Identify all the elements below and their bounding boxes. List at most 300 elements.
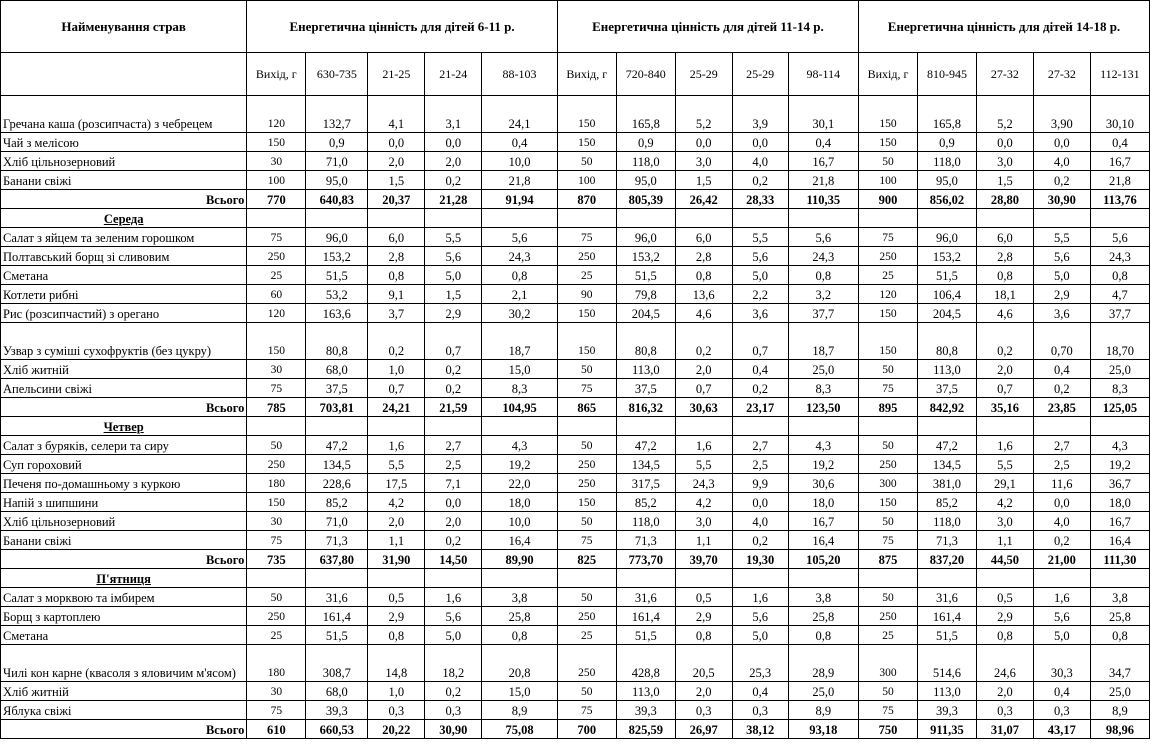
value-cell: 0,0 [1033, 493, 1090, 512]
portion-cell: 250 [557, 607, 616, 626]
value-cell: 0,3 [425, 701, 482, 720]
value-cell: 24,3 [788, 247, 858, 266]
portion-cell: 50 [557, 682, 616, 701]
dish-name: Салат з яйцем та зеленим горошком [1, 228, 247, 247]
value-cell: 20,8 [482, 645, 558, 682]
value-cell: 8,9 [788, 701, 858, 720]
table-row [1, 247, 1150, 266]
value-cell: 16,7 [1090, 152, 1149, 171]
total-value-cell: 770 [247, 190, 306, 209]
table-row [1, 512, 1150, 531]
portion-cell: 180 [247, 474, 306, 493]
value-cell: 24,3 [675, 474, 732, 493]
dish-name: Банани свіжі [1, 531, 247, 550]
total-value-cell: 113,76 [1090, 190, 1149, 209]
portion-cell: 250 [247, 455, 306, 474]
value-cell: 39,3 [917, 701, 976, 720]
portion-cell: 150 [247, 323, 306, 360]
total-row [1, 398, 1150, 417]
value-cell: 0,4 [732, 682, 788, 701]
subheader-cell: Вихід, г [247, 53, 306, 96]
value-cell: 3,6 [732, 304, 788, 323]
portion-cell: 250 [557, 474, 616, 493]
subheader-cell: 25-29 [732, 53, 788, 96]
value-cell: 4,0 [732, 152, 788, 171]
value-cell: 4,3 [1090, 436, 1149, 455]
value-cell: 21,8 [788, 171, 858, 190]
dish-name: Чилі кон карне (квасоля з яловичим м'ясом) [1, 645, 247, 682]
value-cell: 0,7 [368, 379, 425, 398]
portion-cell: 25 [859, 266, 918, 285]
portion-cell: 150 [859, 323, 918, 360]
value-cell: 53,2 [306, 285, 368, 304]
value-cell: 18,1 [976, 285, 1033, 304]
value-cell: 39,3 [616, 701, 675, 720]
value-cell: 3,0 [675, 512, 732, 531]
value-cell: 80,8 [616, 323, 675, 360]
empty-cell [1033, 209, 1090, 228]
subheader-cell: 27-32 [1033, 53, 1090, 96]
value-cell: 71,0 [306, 512, 368, 531]
empty-cell [1090, 569, 1149, 588]
value-cell: 5,6 [732, 607, 788, 626]
total-value-cell: 105,20 [788, 550, 858, 569]
value-cell: 1,5 [976, 171, 1033, 190]
portion-cell: 250 [557, 247, 616, 266]
subheader-cell: 98-114 [788, 53, 858, 96]
value-cell: 95,0 [616, 171, 675, 190]
value-cell: 0,8 [788, 266, 858, 285]
value-cell: 0,3 [732, 701, 788, 720]
empty-cell [247, 569, 306, 588]
portion-cell: 250 [859, 247, 918, 266]
dish-name: Печеня по-домашньому з куркою [1, 474, 247, 493]
value-cell: 30,6 [788, 474, 858, 493]
value-cell: 161,4 [917, 607, 976, 626]
value-cell: 0,2 [1033, 531, 1090, 550]
total-value-cell: 895 [859, 398, 918, 417]
value-cell: 0,4 [1033, 682, 1090, 701]
value-cell: 18,7 [788, 323, 858, 360]
total-value-cell: 31,90 [368, 550, 425, 569]
empty-cell [425, 569, 482, 588]
portion-cell: 50 [557, 360, 616, 379]
value-cell: 0,5 [675, 588, 732, 607]
dish-name: Полтавський борщ зі сливовим [1, 247, 247, 266]
value-cell: 85,2 [306, 493, 368, 512]
value-cell: 153,2 [917, 247, 976, 266]
portion-cell: 30 [247, 360, 306, 379]
value-cell: 0,2 [425, 360, 482, 379]
empty-cell [425, 209, 482, 228]
value-cell: 30,2 [482, 304, 558, 323]
value-cell: 0,9 [616, 133, 675, 152]
subheader-cell: 88-103 [482, 53, 558, 96]
total-value-cell: 870 [557, 190, 616, 209]
portion-cell: 300 [859, 474, 918, 493]
day-header-row [1, 417, 1150, 436]
value-cell: 4,6 [976, 304, 1033, 323]
value-cell: 10,0 [482, 512, 558, 531]
value-cell: 5,5 [425, 228, 482, 247]
value-cell: 51,5 [616, 626, 675, 645]
empty-cell [788, 417, 858, 436]
table-row [1, 171, 1150, 190]
value-cell: 17,5 [368, 474, 425, 493]
table-row [1, 607, 1150, 626]
table-row [1, 455, 1150, 474]
empty-cell [368, 569, 425, 588]
value-cell: 0,4 [788, 133, 858, 152]
value-cell: 5,2 [976, 96, 1033, 133]
value-cell: 3,0 [976, 512, 1033, 531]
total-value-cell: 773,70 [616, 550, 675, 569]
portion-cell: 50 [557, 436, 616, 455]
value-cell: 3,8 [788, 588, 858, 607]
value-cell: 0,2 [1033, 379, 1090, 398]
portion-cell: 75 [247, 701, 306, 720]
portion-cell: 60 [247, 285, 306, 304]
table-row [1, 436, 1150, 455]
total-value-cell: 23,17 [732, 398, 788, 417]
value-cell: 4,0 [732, 512, 788, 531]
empty-cell [732, 569, 788, 588]
value-cell: 6,0 [675, 228, 732, 247]
value-cell: 514,6 [917, 645, 976, 682]
value-cell: 165,8 [616, 96, 675, 133]
value-cell: 2,9 [425, 304, 482, 323]
value-cell: 134,5 [616, 455, 675, 474]
table-row [1, 133, 1150, 152]
subheader-cell: 630-735 [306, 53, 368, 96]
value-cell: 16,7 [788, 152, 858, 171]
value-cell: 0,0 [675, 133, 732, 152]
value-cell: 71,3 [616, 531, 675, 550]
table-row [1, 266, 1150, 285]
value-cell: 51,5 [306, 626, 368, 645]
value-cell: 5,0 [1033, 626, 1090, 645]
value-cell: 25,8 [1090, 607, 1149, 626]
empty-cell [732, 417, 788, 436]
total-value-cell: 31,07 [976, 720, 1033, 739]
value-cell: 3,7 [368, 304, 425, 323]
empty-cell [306, 209, 368, 228]
value-cell: 37,7 [788, 304, 858, 323]
value-cell: 1,0 [368, 682, 425, 701]
value-cell: 79,8 [616, 285, 675, 304]
value-cell: 28,9 [788, 645, 858, 682]
portion-cell: 25 [247, 626, 306, 645]
value-cell: 14,8 [368, 645, 425, 682]
value-cell: 4,0 [1033, 152, 1090, 171]
total-value-cell: 911,35 [917, 720, 976, 739]
total-value-cell: 865 [557, 398, 616, 417]
dish-name: Салат з морквою та імбирем [1, 588, 247, 607]
total-value-cell: 30,90 [1033, 190, 1090, 209]
value-cell: 11,6 [1033, 474, 1090, 493]
total-value-cell: 35,16 [976, 398, 1033, 417]
portion-cell: 150 [859, 96, 918, 133]
total-value-cell: 837,20 [917, 550, 976, 569]
total-value-cell: 856,02 [917, 190, 976, 209]
value-cell: 308,7 [306, 645, 368, 682]
value-cell: 0,5 [368, 588, 425, 607]
value-cell: 24,3 [1090, 247, 1149, 266]
value-cell: 16,4 [788, 531, 858, 550]
portion-cell: 250 [247, 247, 306, 266]
portion-cell: 50 [557, 512, 616, 531]
dish-name: Салат з буряків, селери та сиру [1, 436, 247, 455]
value-cell: 204,5 [616, 304, 675, 323]
portion-cell: 250 [247, 607, 306, 626]
value-cell: 16,4 [482, 531, 558, 550]
value-cell: 18,0 [788, 493, 858, 512]
portion-cell: 300 [859, 645, 918, 682]
value-cell: 25,8 [482, 607, 558, 626]
subheader-cell: 25-29 [675, 53, 732, 96]
value-cell: 25,8 [788, 607, 858, 626]
value-cell: 0,8 [368, 626, 425, 645]
value-cell: 0,8 [482, 266, 558, 285]
value-cell: 5,0 [425, 626, 482, 645]
value-cell: 18,2 [425, 645, 482, 682]
value-cell: 0,4 [732, 360, 788, 379]
portion-cell: 50 [859, 360, 918, 379]
value-cell: 3,8 [482, 588, 558, 607]
value-cell: 29,1 [976, 474, 1033, 493]
dish-name: Узвар з суміші сухофруктів (без цукру) [1, 323, 247, 360]
value-cell: 0,2 [425, 531, 482, 550]
value-cell: 2,5 [1033, 455, 1090, 474]
value-cell: 3,2 [788, 285, 858, 304]
value-cell: 18,70 [1090, 323, 1149, 360]
value-cell: 96,0 [917, 228, 976, 247]
value-cell: 1,5 [425, 285, 482, 304]
dish-column-header: Найменування страв [1, 1, 247, 53]
empty-cell [247, 417, 306, 436]
value-cell: 4,3 [788, 436, 858, 455]
portion-cell: 25 [247, 266, 306, 285]
value-cell: 0,0 [425, 133, 482, 152]
value-cell: 5,6 [1090, 228, 1149, 247]
value-cell: 9,1 [368, 285, 425, 304]
value-cell: 16,4 [1090, 531, 1149, 550]
total-value-cell: 75,08 [482, 720, 558, 739]
table-row [1, 152, 1150, 171]
total-value-cell: 110,35 [788, 190, 858, 209]
value-cell: 134,5 [917, 455, 976, 474]
portion-cell: 30 [247, 512, 306, 531]
value-cell: 5,6 [425, 247, 482, 266]
dish-name: Гречана каша (розсипчаста) з чебрецем [1, 96, 247, 133]
value-cell: 3,8 [1090, 588, 1149, 607]
value-cell: 18,0 [482, 493, 558, 512]
portion-cell: 150 [557, 96, 616, 133]
total-value-cell: 104,95 [482, 398, 558, 417]
day-label: П'ятниця [1, 569, 247, 588]
total-value-cell: 24,21 [368, 398, 425, 417]
portion-cell: 150 [859, 133, 918, 152]
value-cell: 1,6 [368, 436, 425, 455]
value-cell: 5,6 [732, 247, 788, 266]
value-cell: 0,8 [675, 266, 732, 285]
empty-cell [557, 569, 616, 588]
total-value-cell: 20,37 [368, 190, 425, 209]
total-label: Всього [1, 398, 247, 417]
dish-name: Хліб житній [1, 360, 247, 379]
value-cell: 31,6 [306, 588, 368, 607]
empty-cell [482, 417, 558, 436]
portion-cell: 75 [247, 531, 306, 550]
empty-cell [557, 209, 616, 228]
value-cell: 5,0 [732, 626, 788, 645]
total-value-cell: 38,12 [732, 720, 788, 739]
portion-cell: 75 [859, 228, 918, 247]
dish-name: Сметана [1, 266, 247, 285]
portion-cell: 50 [859, 682, 918, 701]
value-cell: 0,70 [1033, 323, 1090, 360]
portion-cell: 75 [859, 701, 918, 720]
portion-cell: 250 [557, 645, 616, 682]
value-cell: 0,2 [425, 682, 482, 701]
value-cell: 80,8 [917, 323, 976, 360]
table-row [1, 474, 1150, 493]
subheader-cell: Вихід, г [859, 53, 918, 96]
total-value-cell: 750 [859, 720, 918, 739]
day-label: Четвер [1, 417, 247, 436]
value-cell: 0,8 [482, 626, 558, 645]
value-cell: 113,0 [917, 360, 976, 379]
dish-name: Хліб цільнозерновий [1, 512, 247, 531]
value-cell: 2,9 [976, 607, 1033, 626]
value-cell: 25,0 [1090, 682, 1149, 701]
group-header-6-11: Енергетична цінність для дітей 6-11 р. [247, 1, 557, 53]
value-cell: 19,2 [1090, 455, 1149, 474]
total-value-cell: 610 [247, 720, 306, 739]
value-cell: 161,4 [616, 607, 675, 626]
empty-cell [306, 417, 368, 436]
value-cell: 96,0 [616, 228, 675, 247]
value-cell: 85,2 [616, 493, 675, 512]
portion-cell: 250 [859, 607, 918, 626]
value-cell: 2,0 [675, 682, 732, 701]
value-cell: 1,6 [732, 588, 788, 607]
table-row [1, 588, 1150, 607]
portion-cell: 30 [247, 682, 306, 701]
value-cell: 0,8 [1090, 266, 1149, 285]
value-cell: 13,6 [675, 285, 732, 304]
table-row [1, 701, 1150, 720]
value-cell: 2,7 [732, 436, 788, 455]
total-value-cell: 21,28 [425, 190, 482, 209]
portion-cell: 25 [557, 266, 616, 285]
table-row [1, 285, 1150, 304]
value-cell: 4,6 [675, 304, 732, 323]
value-cell: 31,6 [917, 588, 976, 607]
portion-cell: 100 [859, 171, 918, 190]
total-value-cell: 111,30 [1090, 550, 1149, 569]
empty-cell [917, 209, 976, 228]
total-value-cell: 123,50 [788, 398, 858, 417]
value-cell: 0,8 [1090, 626, 1149, 645]
total-value-cell: 19,30 [732, 550, 788, 569]
total-value-cell: 825,59 [616, 720, 675, 739]
value-cell: 1,6 [425, 588, 482, 607]
value-cell: 24,3 [482, 247, 558, 266]
portion-cell: 50 [557, 152, 616, 171]
value-cell: 3,0 [675, 152, 732, 171]
value-cell: 15,0 [482, 360, 558, 379]
value-cell: 51,5 [917, 626, 976, 645]
dish-name: Банани свіжі [1, 171, 247, 190]
total-value-cell: 805,39 [616, 190, 675, 209]
day-header-row [1, 209, 1150, 228]
value-cell: 71,3 [917, 531, 976, 550]
empty-cell [368, 417, 425, 436]
value-cell: 47,2 [917, 436, 976, 455]
value-cell: 8,3 [788, 379, 858, 398]
group-header-11-14: Енергетична цінність для дітей 11-14 р. [557, 1, 858, 53]
value-cell: 18,0 [1090, 493, 1149, 512]
value-cell: 1,6 [976, 436, 1033, 455]
total-value-cell: 39,70 [675, 550, 732, 569]
value-cell: 2,0 [368, 512, 425, 531]
portion-cell: 50 [557, 588, 616, 607]
value-cell: 37,7 [1090, 304, 1149, 323]
total-value-cell: 703,81 [306, 398, 368, 417]
empty-cell [247, 209, 306, 228]
value-cell: 0,7 [425, 323, 482, 360]
value-cell: 428,8 [616, 645, 675, 682]
portion-cell: 75 [247, 228, 306, 247]
empty-cell [482, 569, 558, 588]
value-cell: 0,8 [675, 626, 732, 645]
value-cell: 5,6 [425, 607, 482, 626]
total-value-cell: 28,80 [976, 190, 1033, 209]
empty-cell [859, 569, 918, 588]
value-cell: 1,1 [675, 531, 732, 550]
total-value-cell: 26,97 [675, 720, 732, 739]
value-cell: 51,5 [917, 266, 976, 285]
dish-name: Борщ з картоплею [1, 607, 247, 626]
value-cell: 2,0 [976, 360, 1033, 379]
total-value-cell: 21,00 [1033, 550, 1090, 569]
value-cell: 10,0 [482, 152, 558, 171]
value-cell: 25,0 [788, 682, 858, 701]
value-cell: 2,0 [425, 512, 482, 531]
total-value-cell: 30,63 [675, 398, 732, 417]
total-value-cell: 14,50 [425, 550, 482, 569]
dish-name: Суп гороховий [1, 455, 247, 474]
portion-cell: 75 [859, 379, 918, 398]
total-value-cell: 28,33 [732, 190, 788, 209]
table-body [1, 96, 1150, 739]
value-cell: 5,6 [1033, 607, 1090, 626]
empty-cell [368, 209, 425, 228]
portion-cell: 75 [557, 701, 616, 720]
value-cell: 6,0 [368, 228, 425, 247]
value-cell: 1,6 [1033, 588, 1090, 607]
value-cell: 34,7 [1090, 645, 1149, 682]
value-cell: 47,2 [616, 436, 675, 455]
value-cell: 2,0 [425, 152, 482, 171]
total-value-cell: 842,92 [917, 398, 976, 417]
total-value-cell: 21,59 [425, 398, 482, 417]
value-cell: 37,5 [917, 379, 976, 398]
value-cell: 71,3 [306, 531, 368, 550]
dish-name: Сметана [1, 626, 247, 645]
value-cell: 7,1 [425, 474, 482, 493]
